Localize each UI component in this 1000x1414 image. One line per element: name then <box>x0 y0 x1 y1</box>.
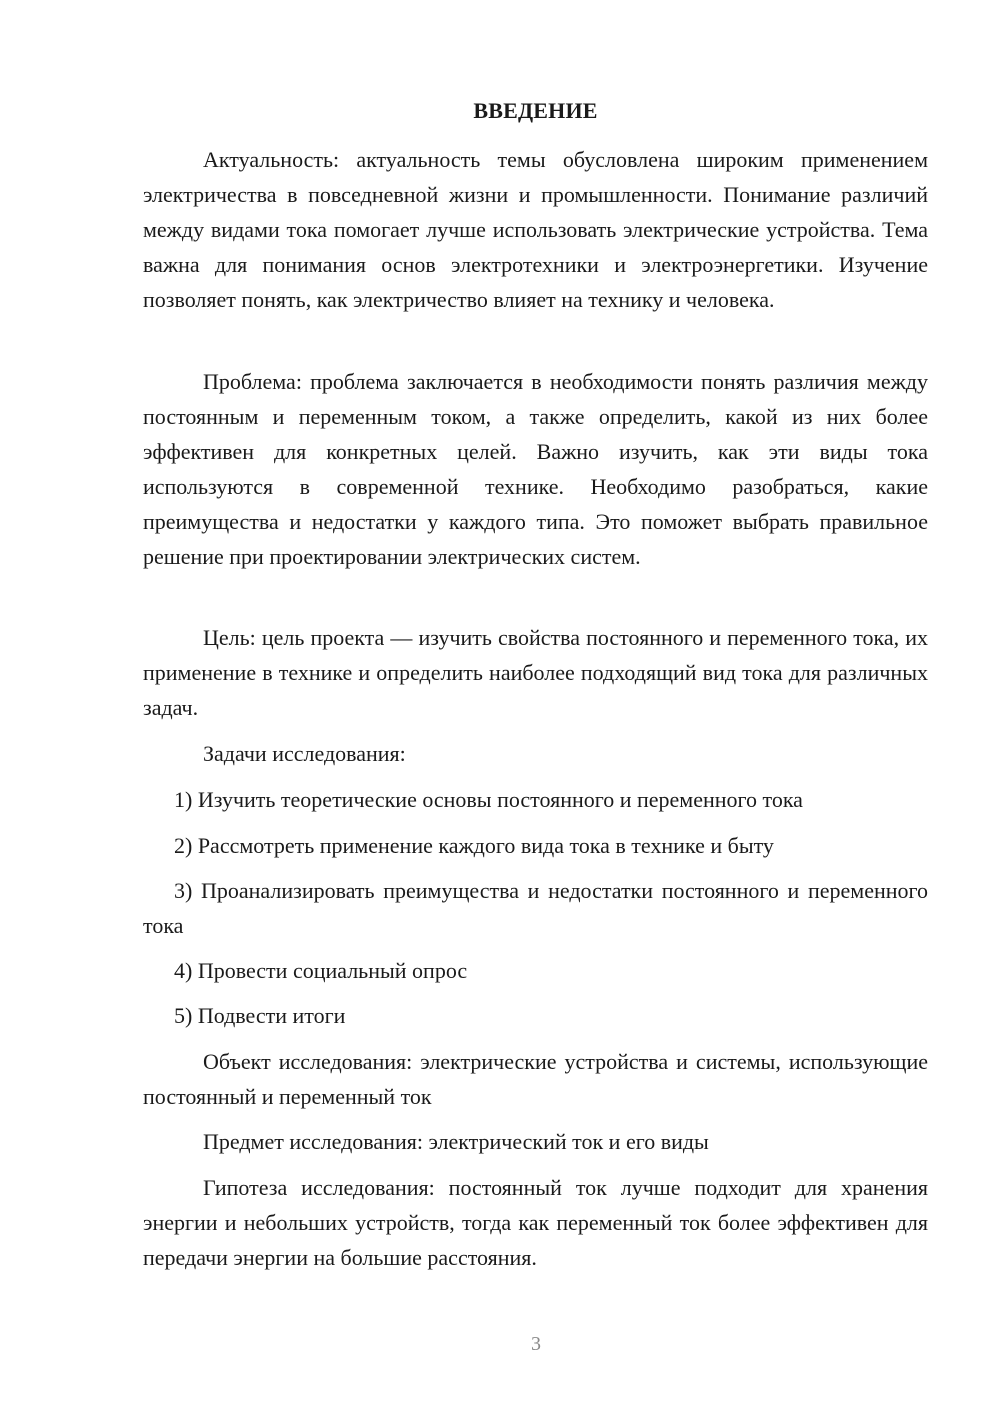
task-item-5: 5) Подвести итоги <box>174 1003 346 1028</box>
section-title: ВВЕДЕНИЕ <box>473 98 598 123</box>
subject-paragraph: Предмет исследования: электрический ток и его виды <box>203 1129 709 1154</box>
problem-paragraph: Проблема: проблема заключается в необходимости понять различия между постоянным и переменным током, а также определить, какой из них более эффективен для конкретных целей. Важно изучить, как эти виды тока используются в современной технике. Необходимо разобраться, какие преимущества и недостатки у каждого типа. Это поможет выбрать правильное решение при проектировании электрических систем. <box>143 369 928 569</box>
task-item-4: 4) Провести социальный опрос <box>174 958 468 983</box>
hypothesis-paragraph: Гипотеза исследования: постоянный ток лучше подходит для хранения энергии и небольших устройств, тогда как переменный ток более эффективен для передачи энергии на большие расстояния. <box>143 1175 928 1270</box>
task-item-1: 1) Изучить теоретические основы постоянного и переменного тока <box>174 787 803 812</box>
page-number: 3 <box>531 1333 541 1355</box>
goal-paragraph: Цель: цель проекта — изучить свойства постоянного и переменного тока, их применение в технике и определить наиболее подходящий вид тока для различных задач. <box>143 625 928 720</box>
tasks-heading: Задачи исследования: <box>203 741 406 766</box>
task-item-2: 2) Рассмотреть применение каждого вида тока в технике и быту <box>174 833 774 858</box>
relevance-paragraph: Актуальность: актуальность темы обусловлена широким применением электричества в повседневной жизни и промышленности. Понимание различий между видами тока помогает лучше использовать электрические устройства. Тема важна для понимания основ электротехники и электроэнергетики. Изучение позволяет понять, как электричество влияет на технику и человека. <box>143 147 928 312</box>
task-item-3: 3) Проанализировать преимущества и недостатки постоянного и переменного тока <box>143 878 928 938</box>
object-paragraph: Объект исследования: электрические устройства и системы, использующие постоянный и переменный ток <box>143 1049 928 1109</box>
